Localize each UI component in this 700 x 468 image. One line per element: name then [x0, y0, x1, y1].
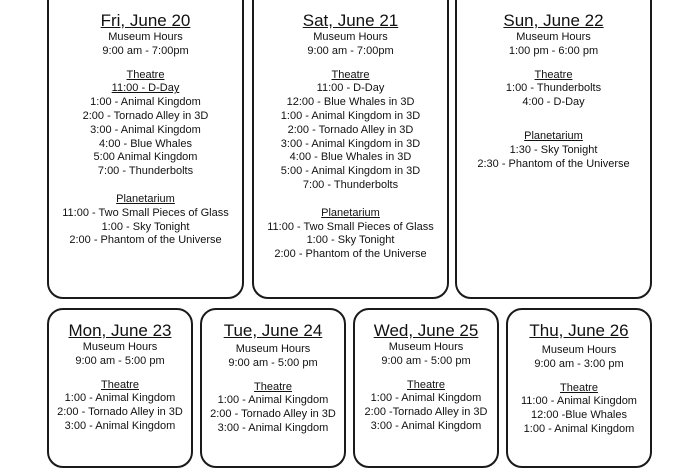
showtime-entry: 5:00 - Animal Kingdom in 3D: [280, 165, 421, 178]
museum-hours-value: 9:00 am - 5:00 pm: [381, 354, 471, 367]
showtime-entry: 3:00 - Animal Kingdom: [90, 123, 201, 136]
section-title: Planetarium: [321, 206, 380, 219]
showtime-entry: 12:00 - Blue Whales in 3D: [286, 96, 415, 109]
day-title: Tue, June 24: [223, 321, 323, 340]
showtime-entry: 1:30 - Sky Tonight: [509, 143, 598, 156]
showtime-entry: 3:00 - Animal Kingdom: [217, 421, 329, 434]
day-card-mon-june-23: [47, 308, 193, 468]
section-title: Planetarium: [116, 192, 175, 205]
showtime-entry: 2:30 - Phantom of the Universe: [477, 157, 630, 170]
showtime-entry: 3:00 - Animal Kingdom: [370, 419, 482, 432]
section-title: Theatre: [126, 68, 165, 81]
section-title: Theatre: [407, 378, 445, 391]
day-title: Sun, June 22: [503, 11, 604, 30]
schedule-section-theatre: [457, 69, 650, 110]
showtime-entry: 11:00 - D-Day: [316, 82, 385, 95]
schedule-section-theatre: [49, 69, 242, 179]
section-title: Theatre: [331, 68, 370, 81]
schedule-section-planetarium: [457, 130, 650, 171]
showtime-entry: 11:00 - D-Day: [111, 82, 180, 95]
showtime-entry: 7:00 - Thunderbolts: [302, 178, 399, 191]
museum-hours-value: 9:00 am - 3:00 pm: [534, 357, 624, 370]
museum-hours-label: Museum Hours: [541, 344, 617, 356]
day-title: Mon, June 23: [68, 321, 172, 340]
section-title: Theatre: [101, 378, 139, 391]
museum-hours-value: 9:00 am - 7:00pm: [102, 44, 189, 57]
section-title: Theatre: [534, 68, 573, 81]
showtime-entry: 11:00 - Animal Kingdom: [521, 395, 637, 408]
showtime-entry: 1:00 - Thunderbolts: [505, 82, 602, 95]
museum-hours-value: 9:00 am - 5:00 pm: [75, 354, 165, 367]
showtime-entry: 1:00 - Animal Kingdom: [370, 392, 482, 405]
museum-hours-label: Museum Hours: [516, 31, 591, 43]
showtime-entry: 1:00 - Animal Kingdom: [90, 96, 201, 109]
showtime-entry: 2:00 - Tornado Alley in 3D: [57, 406, 183, 419]
showtime-entry: 2:00 - Tornado Alley in 3D: [210, 408, 336, 421]
section-title: Planetarium: [524, 129, 583, 142]
showtime-entry: 1:00 - Animal Kingdom: [217, 394, 329, 407]
schedule-section-theatre: [202, 381, 344, 436]
showtime-entry: 11:00 - Two Small Pieces of Glass: [267, 220, 434, 233]
showtime-entry: 2:00 - Tornado Alley in 3D: [287, 123, 414, 136]
museum-hours-value: 9:00 am - 7:00pm: [307, 44, 394, 57]
showtime-entry: 4:00 - Blue Whales in 3D: [289, 151, 412, 164]
museum-hours-label: Museum Hours: [388, 341, 464, 353]
schedule-section-theatre: [254, 69, 447, 193]
day-card-sun-june-22: [455, 0, 652, 299]
showtime-entry: 2:00 - Tornado Alley in 3D: [82, 109, 209, 122]
section-title: Theatre: [254, 380, 292, 393]
showtime-entry: 2:00 -Tornado Alley in 3D: [364, 406, 488, 419]
museum-hours-label: Museum Hours: [313, 31, 388, 43]
showtime-entry: 1:00 - Animal Kingdom in 3D: [280, 109, 421, 122]
day-card-tue-june-24: [200, 308, 346, 468]
showtime-entry: 5:00 Animal Kingdom: [93, 151, 198, 164]
day-card-thu-june-26: [506, 308, 652, 468]
showtime-entry: 2:00 - Phantom of the Universe: [69, 234, 222, 247]
day-title: Sat, June 21: [302, 11, 399, 30]
showtime-entry: 4:00 - Blue Whales: [99, 137, 192, 150]
section-title: Theatre: [560, 381, 598, 394]
schedule-section-theatre: [49, 379, 191, 434]
showtime-entry: 1:00 - Sky Tonight: [306, 234, 395, 247]
schedule-section-planetarium: [49, 193, 242, 248]
showtime-entry: 2:00 - Phantom of the Universe: [274, 248, 427, 261]
day-title: Wed, June 25: [373, 321, 479, 340]
showtime-entry: 3:00 - Animal Kingdom: [64, 419, 176, 432]
showtime-entry: 1:00 - Sky Tonight: [101, 220, 190, 233]
showtime-entry: 11:00 - Two Small Pieces of Glass: [62, 206, 229, 219]
day-title: Fri, June 20: [100, 11, 191, 30]
museum-hours-value: 9:00 am - 5:00 pm: [228, 356, 318, 369]
museum-hours-label: Museum Hours: [82, 341, 158, 353]
museum-hours-label: Museum Hours: [235, 343, 311, 355]
showtime-entry: 7:00 - Thunderbolts: [97, 165, 194, 178]
schedule-section-planetarium: [254, 207, 447, 262]
museum-hours-label: Museum Hours: [108, 31, 183, 43]
day-card-sat-june-21: [252, 0, 449, 299]
showtime-entry: 1:00 - Animal Kingdom: [523, 422, 635, 435]
day-title: Thu, June 26: [529, 321, 629, 340]
schedule-section-theatre: [508, 382, 650, 437]
showtime-entry: 4:00 - D-Day: [522, 96, 585, 109]
schedule-section-theatre: [355, 379, 497, 434]
day-card-wed-june-25: [353, 308, 499, 468]
museum-hours-value: 1:00 pm - 6:00 pm: [508, 44, 599, 57]
showtime-entry: 1:00 - Animal Kingdom: [64, 392, 176, 405]
day-card-fri-june-20: [47, 0, 244, 299]
showtime-entry: 3:00 - Animal Kingdom in 3D: [280, 137, 421, 150]
showtime-entry: 12:00 -Blue Whales: [531, 409, 627, 422]
